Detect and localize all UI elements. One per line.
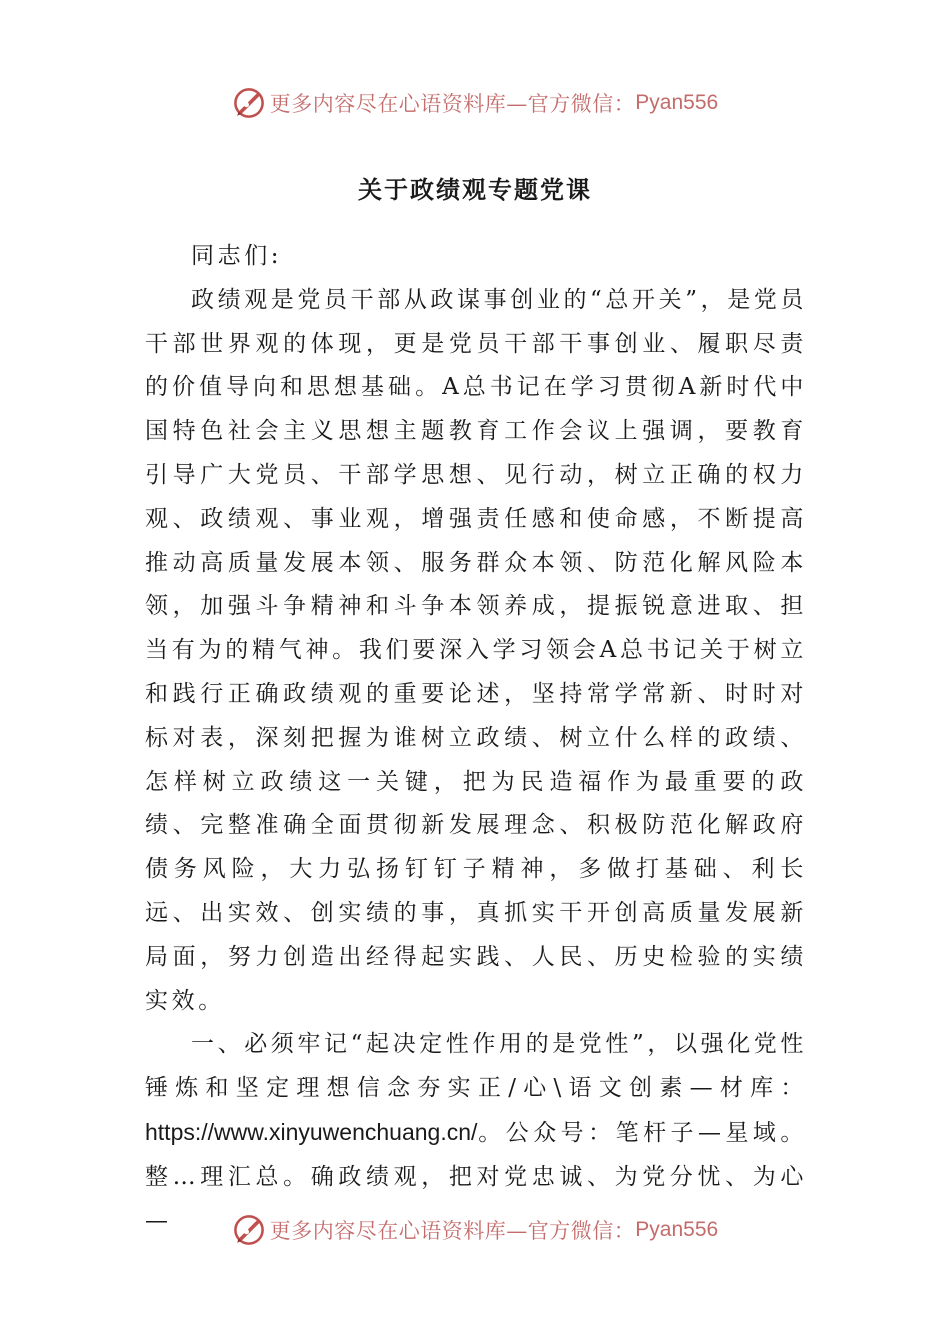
document-body bbox=[145, 235, 807, 1243]
page-title: 关于政绩观专题党课 bbox=[358, 175, 592, 204]
pen-logo-icon bbox=[232, 1213, 266, 1247]
watermark-footer bbox=[0, 1210, 950, 1250]
watermark-wechat-id: Pyan556 bbox=[635, 1218, 719, 1241]
watermark-header bbox=[0, 83, 950, 123]
section-one-text: 一、必须牢记“起决定性作用的是党性”，以强化党性锤炼和坚定理想信念夯实正/心\语文创素—材库： bbox=[145, 1031, 807, 1102]
paragraph-intro: 政绩观是党员干部从政谋事创业的“总开关”，是党员干部世界观的体现，更是党员干部干事创业、履职尽责的价值导向和思想基础。A总书记在学习贯彻A新时代中国特色社会主义思想主题教育工作会议上强调，要教育引导广大党员、干部学思想、见行动，树立正确的权力观、政绩观、事业观，增强责任感和使命感，不断提高推动高质量发展本领、服务群众本领、防范化解风险本领，加强斗争精神和斗争本领养成，提振锐意进取、担当有为的精气神。我们要深入学习领会A总书记关于树立和践行正确政绩观的重要论述，坚持常学常新、时时对标对表，深刻把握为谁树立政绩、树立什么样的政绩、怎样树立政绩这一关键，把为民造福作为最重要的政绩、完整准确全面贯彻新发展理念、积极防范化解政府债务风险，大力弘扬钉钉子精神，多做打基础、利长远、出实效、创实绩的事，真抓实干开创高质量发展新局面，努力创造出经得起实践、人民、历史检验的实绩实效。 bbox=[145, 286, 807, 1014]
watermark-wechat-id: Pyan556 bbox=[635, 91, 719, 114]
watermark-text: 更多内容尽在心语资料库—官方微信： bbox=[269, 92, 636, 116]
section-one-continued: 。公众号：笔杆子—星域。整…理汇总。确政绩观，把对党忠诚、为党分忧、为心— bbox=[145, 1119, 807, 1234]
source-url: https://www.xinyuwenchuang.cn/ bbox=[145, 1118, 478, 1145]
pen-logo-icon bbox=[232, 86, 266, 120]
greeting: 同志们: bbox=[191, 243, 283, 269]
watermark-text: 更多内容尽在心语资料库—官方微信： bbox=[269, 1219, 636, 1243]
